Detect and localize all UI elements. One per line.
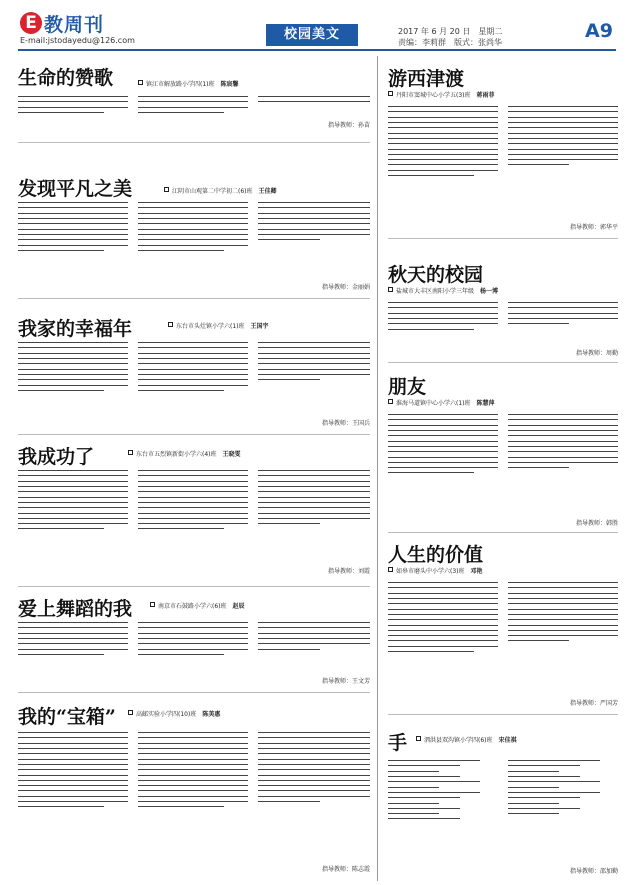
- article-separator: [18, 434, 370, 435]
- article-qiutian: [388, 244, 618, 360]
- article-body: [258, 198, 370, 278]
- article-separator: [18, 586, 370, 587]
- author-name: 陈慧萍: [476, 400, 495, 407]
- article-title: 我的“宝箱”: [18, 706, 116, 728]
- article-body: [388, 410, 498, 528]
- article-title: 人生的价值: [388, 544, 484, 566]
- article-body: [508, 756, 600, 860]
- page-number: A9: [585, 20, 613, 42]
- school-name: 东台市五烈镇新街小学六(4)班: [136, 451, 217, 458]
- article-separator: [388, 532, 618, 533]
- logo-badge-icon: E: [20, 12, 42, 34]
- school-name: 高邮实验小学四(10)班: [136, 711, 197, 718]
- teacher-signature: 指导教师：周勤: [575, 350, 618, 357]
- masthead-logo: [20, 12, 104, 34]
- school-marker-icon: [150, 602, 155, 607]
- article-title: 手: [388, 732, 408, 754]
- article-title: 我成功了: [18, 446, 95, 468]
- school-name: 如皋市磨头中小学六(3)班: [396, 568, 465, 575]
- article-body: [138, 338, 248, 433]
- article-body: [18, 338, 128, 433]
- article-body: [138, 728, 248, 870]
- article-byline: [136, 449, 241, 458]
- article-title: 生命的赞歌: [18, 67, 114, 89]
- teacher-signature: 指导教师：刘霞: [327, 568, 370, 575]
- article-separator: [388, 362, 618, 363]
- school-marker-icon: [416, 736, 421, 741]
- article-body: [18, 466, 128, 580]
- article-byline: [396, 566, 483, 575]
- masthead-email: E-mail:jstodayedu@126.com: [20, 36, 135, 45]
- author-name: 王晓雯: [222, 451, 241, 458]
- school-name: 丹阳市窦城中心小学五(3)班: [396, 92, 471, 99]
- article-title: 秋天的校园: [388, 264, 484, 286]
- article-body: [258, 618, 370, 676]
- article-pengyou: [388, 366, 618, 530]
- article-shengming: [18, 60, 370, 140]
- article-body: [508, 102, 618, 216]
- article-body: [18, 618, 128, 684]
- author-name: 宋佳祺: [498, 737, 517, 744]
- section-banner: 校园美文: [266, 24, 358, 46]
- article-body: [138, 618, 248, 684]
- article-body: [138, 466, 248, 580]
- article-byline: [396, 90, 495, 99]
- school-name: 镇江市解放路小学四(1)班: [146, 81, 215, 88]
- article-body: [388, 102, 498, 235]
- article-body: [388, 298, 498, 356]
- school-marker-icon: [168, 322, 173, 327]
- article-byline: [424, 735, 517, 744]
- article-xijindu: [388, 60, 618, 236]
- teacher-signature: 指导教师：邵加勤: [569, 868, 618, 875]
- article-byline: [176, 321, 269, 330]
- article-body: [258, 466, 370, 570]
- article-byline: [136, 709, 220, 718]
- article-body: [138, 92, 248, 136]
- author-name: 王佳卿: [258, 188, 277, 195]
- article-shou: [388, 718, 618, 878]
- article-body: [388, 756, 480, 874]
- issue-date: 2017 年 6 月 20 日 星期二: [398, 27, 503, 36]
- school-marker-icon: [388, 567, 393, 572]
- school-name: 南京市石鼓路小学六(6)班: [158, 603, 227, 610]
- article-body: [18, 728, 128, 870]
- teacher-signature: 指导教师：王文芳: [321, 678, 370, 685]
- teacher-signature: 指导教师：孙苗: [327, 122, 370, 129]
- teacher-signature: 指导教师：陈志霞: [321, 866, 370, 873]
- article-body: [258, 338, 370, 414]
- article-body: [508, 410, 618, 514]
- article-baoxiang: [18, 696, 370, 876]
- article-body: [18, 198, 128, 293]
- school-marker-icon: [128, 450, 133, 455]
- article-wudao: [18, 590, 370, 690]
- school-marker-icon: [138, 80, 143, 85]
- article-title: 游西津渡: [388, 68, 465, 90]
- author-name: 王国宇: [250, 323, 269, 330]
- school-marker-icon: [388, 91, 393, 96]
- school-name: 盐城市大丰区南阳小学三年级: [396, 288, 475, 295]
- author-name: 邓艳: [470, 568, 483, 575]
- article-body: [388, 578, 498, 711]
- masthead-title: 教周刊: [44, 13, 105, 36]
- article-byline: [396, 398, 495, 407]
- article-title: 朋友: [388, 376, 427, 398]
- teacher-signature: 指导教师：韩胜: [575, 520, 618, 527]
- article-byline: [396, 286, 498, 295]
- school-name: 淮海马道镇中心小学六(1)班: [396, 400, 471, 407]
- article-title: 发现平凡之美: [18, 178, 133, 200]
- author-name: 蒋雨菲: [476, 92, 495, 99]
- school-marker-icon: [388, 287, 393, 292]
- teacher-signature: 指导教师：王国兵: [321, 420, 370, 427]
- article-separator: [388, 714, 618, 715]
- article-pingfan: [18, 146, 370, 296]
- article-body: [258, 92, 370, 117]
- article-title: 我家的幸福年: [18, 318, 133, 340]
- page-header: [0, 0, 635, 50]
- article-byline: [158, 601, 245, 610]
- article-separator: [18, 298, 370, 299]
- article-body: [508, 578, 618, 692]
- article-byline: [146, 79, 239, 88]
- article-body: [508, 298, 618, 346]
- article-separator: [18, 142, 370, 143]
- teacher-signature: 指导教师：金丽娟: [321, 284, 370, 291]
- school-name: 江阴市山观第二中学初二(6)班: [172, 188, 253, 195]
- article-xingfunian: [18, 302, 370, 432]
- header-divider: [18, 49, 616, 51]
- article-separator: [18, 692, 370, 693]
- article-body: [258, 728, 370, 862]
- article-title: 爱上舞蹈的我: [18, 598, 133, 620]
- author-name: 陈宸馨: [220, 81, 239, 88]
- teacher-signature: 指导教师：严国芳: [569, 700, 618, 707]
- author-name: 杨一博: [480, 288, 499, 295]
- article-byline: [172, 186, 277, 195]
- article-body: [138, 198, 248, 293]
- school-name: 东台市头灶镇小学六(1)班: [176, 323, 245, 330]
- school-marker-icon: [164, 187, 169, 192]
- school-marker-icon: [388, 399, 393, 404]
- author-name: 赵辰: [232, 603, 245, 610]
- article-chenggong: [18, 438, 370, 584]
- author-name: 陈美惠: [202, 711, 221, 718]
- school-name: 泗洪县双沟镇小学四(6)班: [424, 737, 493, 744]
- editor-credits: 责编：李莉群 版式：张尚华: [398, 38, 502, 47]
- article-jiazhi: [388, 536, 618, 712]
- teacher-signature: 指导教师：郭华平: [569, 224, 618, 231]
- column-divider: [377, 56, 378, 881]
- article-separator: [388, 238, 618, 239]
- article-body: [18, 92, 128, 136]
- school-marker-icon: [128, 710, 133, 715]
